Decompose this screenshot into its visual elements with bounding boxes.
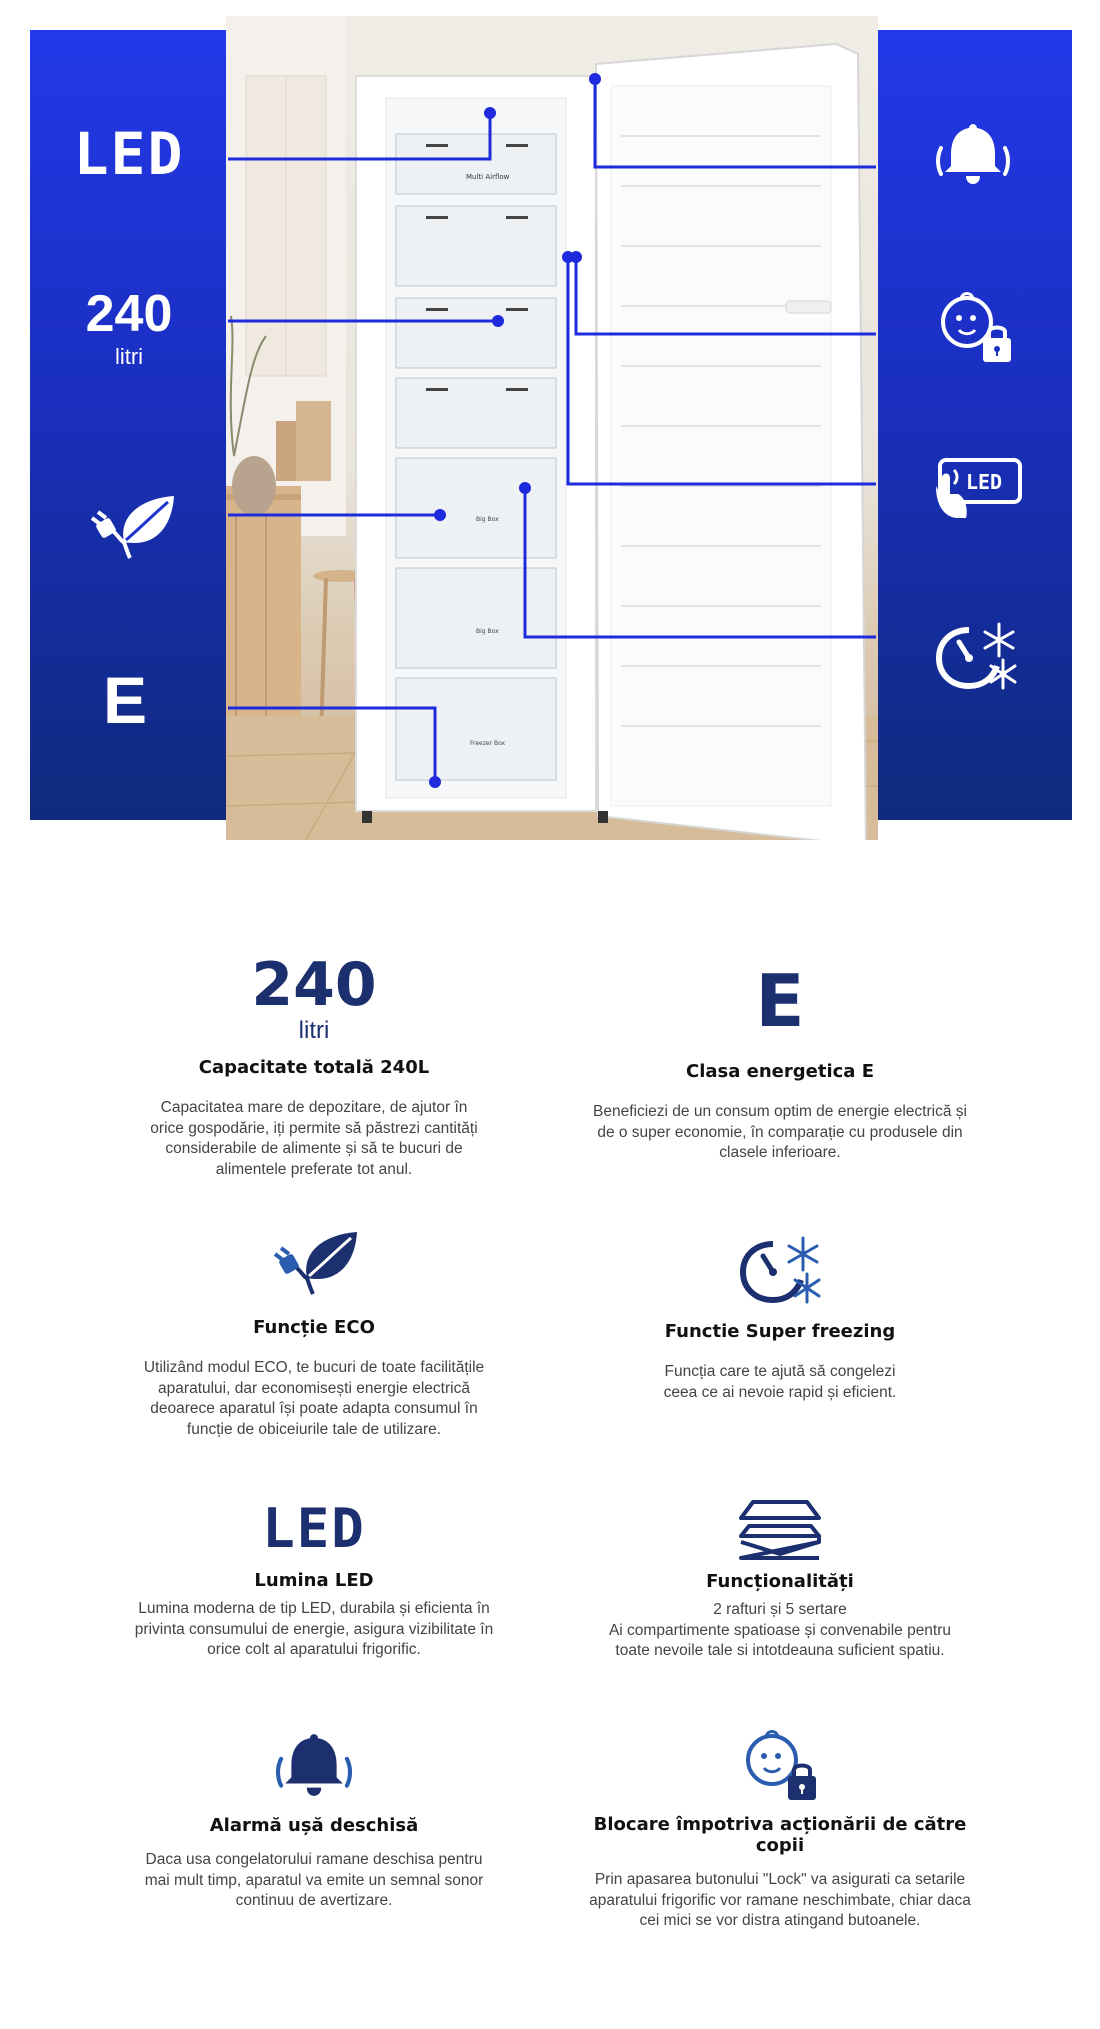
led-touch-display-icon bbox=[928, 456, 1024, 522]
hero-capacity-unit: litri bbox=[114, 344, 144, 369]
layers-icon bbox=[737, 1498, 823, 1562]
childlock-desc-line: Prin apasarea butonului "Lock" va asigurati ca setarile bbox=[594, 1871, 966, 1888]
alarm-desc-line: continuu de avertizare. bbox=[235, 1892, 393, 1909]
callout-line-super-freeze bbox=[525, 488, 876, 637]
bell-alarm-icon bbox=[271, 1728, 357, 1800]
energy-desc-line: clasele inferioare. bbox=[719, 1144, 841, 1161]
functionality-desc-line: 2 rafturi și 5 sertare bbox=[713, 1601, 847, 1618]
callout-line-led bbox=[228, 113, 490, 159]
eco-desc-line: Utilizând modul ECO, te bucuri de toate facilitățile bbox=[143, 1359, 485, 1376]
functionality-desc-line: Ai compartimente spatioase și convenabile pentru bbox=[608, 1621, 952, 1639]
functionality-desc-line: toate nevoile tale si intotdeauna suficient spatiu. bbox=[615, 1642, 945, 1659]
led-title: Lumina LED bbox=[254, 1570, 374, 1591]
eco-leaf-plug-icon bbox=[267, 1230, 361, 1296]
capacity-unit: litri bbox=[298, 1017, 330, 1044]
hero-banner bbox=[0, 0, 1100, 850]
child-lock-title: Blocare împotriva acționării de către copii bbox=[593, 1814, 967, 1856]
eco-desc-line: funcție de obiceiurile tale de utilizare. bbox=[186, 1420, 442, 1438]
callout-dot-energy bbox=[429, 776, 441, 788]
feature-door-alarm bbox=[124, 1728, 504, 1912]
eco-leaf-plug-icon bbox=[84, 494, 178, 560]
child-lock-icon bbox=[740, 1728, 820, 1803]
energy-class-value: E bbox=[755, 959, 805, 1043]
led-desc-line: privinta consumului de energie, asigura vizibilitate în bbox=[134, 1620, 494, 1638]
childlock-desc-line: cei mici se vor distra atingand butoanele. bbox=[639, 1912, 921, 1929]
super-freezing-title: Functie Super freezing bbox=[664, 1321, 896, 1342]
led-desc-line: orice colt al aparatului frigorific. bbox=[207, 1641, 421, 1658]
feature-child-lock bbox=[570, 1728, 990, 1932]
energy-desc-line: de o super economie, în comparație cu produsele din bbox=[597, 1123, 963, 1141]
led-description bbox=[124, 1599, 504, 1661]
callout-line-energy bbox=[228, 708, 435, 782]
energy-class-description bbox=[590, 1102, 970, 1164]
feature-super-freezing bbox=[590, 1230, 970, 1403]
eco-desc-line: deoarece aparatul își poate adapta consumul în bbox=[150, 1400, 478, 1417]
superfreeze-desc-line: Funcția care te ajută să congelezi bbox=[664, 1363, 896, 1380]
eco-title: Funcție ECO bbox=[253, 1317, 375, 1338]
child-lock-description bbox=[570, 1870, 990, 1932]
capacity-desc-line: considerabile de alimente și să te bucuri de bbox=[165, 1140, 463, 1157]
callout-line-child-lock bbox=[576, 257, 876, 334]
feature-capacity bbox=[124, 950, 504, 1180]
capacity-desc-line: alimentele preferate tot anul. bbox=[215, 1160, 413, 1178]
callout-dot-capacity bbox=[492, 315, 504, 327]
hero-energy-class: E bbox=[102, 663, 148, 737]
drawer-label-bottom: Freezer Box bbox=[470, 740, 506, 747]
alarm-desc-line: Daca usa congelatorului ramane deschisa pentru bbox=[145, 1851, 483, 1868]
callout-dot-super-freeze bbox=[519, 482, 531, 494]
child-lock-icon bbox=[935, 290, 1015, 365]
energy-class-title: Clasa energetica E bbox=[685, 1061, 874, 1082]
capacity-title: Capacitate totală 240L bbox=[198, 1057, 430, 1078]
functionality-title: Funcționalități bbox=[706, 1571, 854, 1592]
capacity-description bbox=[124, 1098, 504, 1180]
drawer-label-big-2: Big Box bbox=[476, 628, 499, 635]
bell-alarm-icon bbox=[933, 118, 1013, 188]
callout-dot-eco bbox=[434, 509, 446, 521]
hero-capacity-value: 240 bbox=[85, 285, 173, 343]
callout-line-alarm bbox=[595, 79, 876, 167]
svg-text:LED: LED bbox=[965, 470, 1003, 494]
feature-led bbox=[124, 1497, 504, 1661]
callout-dot-child-lock bbox=[570, 251, 582, 263]
led-value: LED bbox=[262, 1497, 366, 1560]
super-freezing-description bbox=[590, 1362, 970, 1403]
super-freezing-icon bbox=[737, 1230, 823, 1306]
super-freezing-icon bbox=[933, 616, 1019, 692]
capacity-value: 240 bbox=[251, 950, 377, 1020]
alarm-desc-line: mai mult timp, aparatul va emite un semnal sonor bbox=[144, 1871, 484, 1889]
feature-energy-class bbox=[590, 959, 970, 1164]
callout-dot-led bbox=[484, 107, 496, 119]
childlock-desc-line: aparatului frigorific vor ramane neschimbate, chiar daca bbox=[589, 1891, 971, 1909]
drawer-label-top: Multi Airflow bbox=[466, 173, 510, 181]
capacity-desc-line: orice gospodărie, iți permite să păstrezi cantități bbox=[150, 1119, 478, 1137]
callout-dot-alarm bbox=[589, 73, 601, 85]
capacity-desc-line: Capacitatea mare de depozitare, de ajutor în bbox=[160, 1099, 468, 1116]
eco-desc-line: aparatului, dar economisești energie electrică bbox=[158, 1379, 470, 1397]
superfreeze-desc-line: ceea ce ai nevoie rapid și eficient. bbox=[663, 1383, 897, 1401]
door-alarm-title: Alarmă ușă deschisă bbox=[209, 1815, 419, 1836]
callout-line-led-display bbox=[568, 257, 876, 484]
hero-led-label: LED bbox=[73, 120, 185, 188]
eco-description bbox=[124, 1358, 504, 1440]
drawer-label-big-1: Big Box bbox=[476, 516, 499, 523]
door-alarm-description bbox=[124, 1850, 504, 1912]
led-desc-line: Lumina moderna de tip LED, durabila și eficienta în bbox=[138, 1600, 490, 1617]
feature-functionality bbox=[590, 1498, 970, 1662]
feature-eco bbox=[124, 1230, 504, 1440]
functionality-description bbox=[590, 1600, 970, 1662]
energy-desc-line: Beneficiezi de un consum optim de energie electrică și bbox=[593, 1103, 967, 1120]
